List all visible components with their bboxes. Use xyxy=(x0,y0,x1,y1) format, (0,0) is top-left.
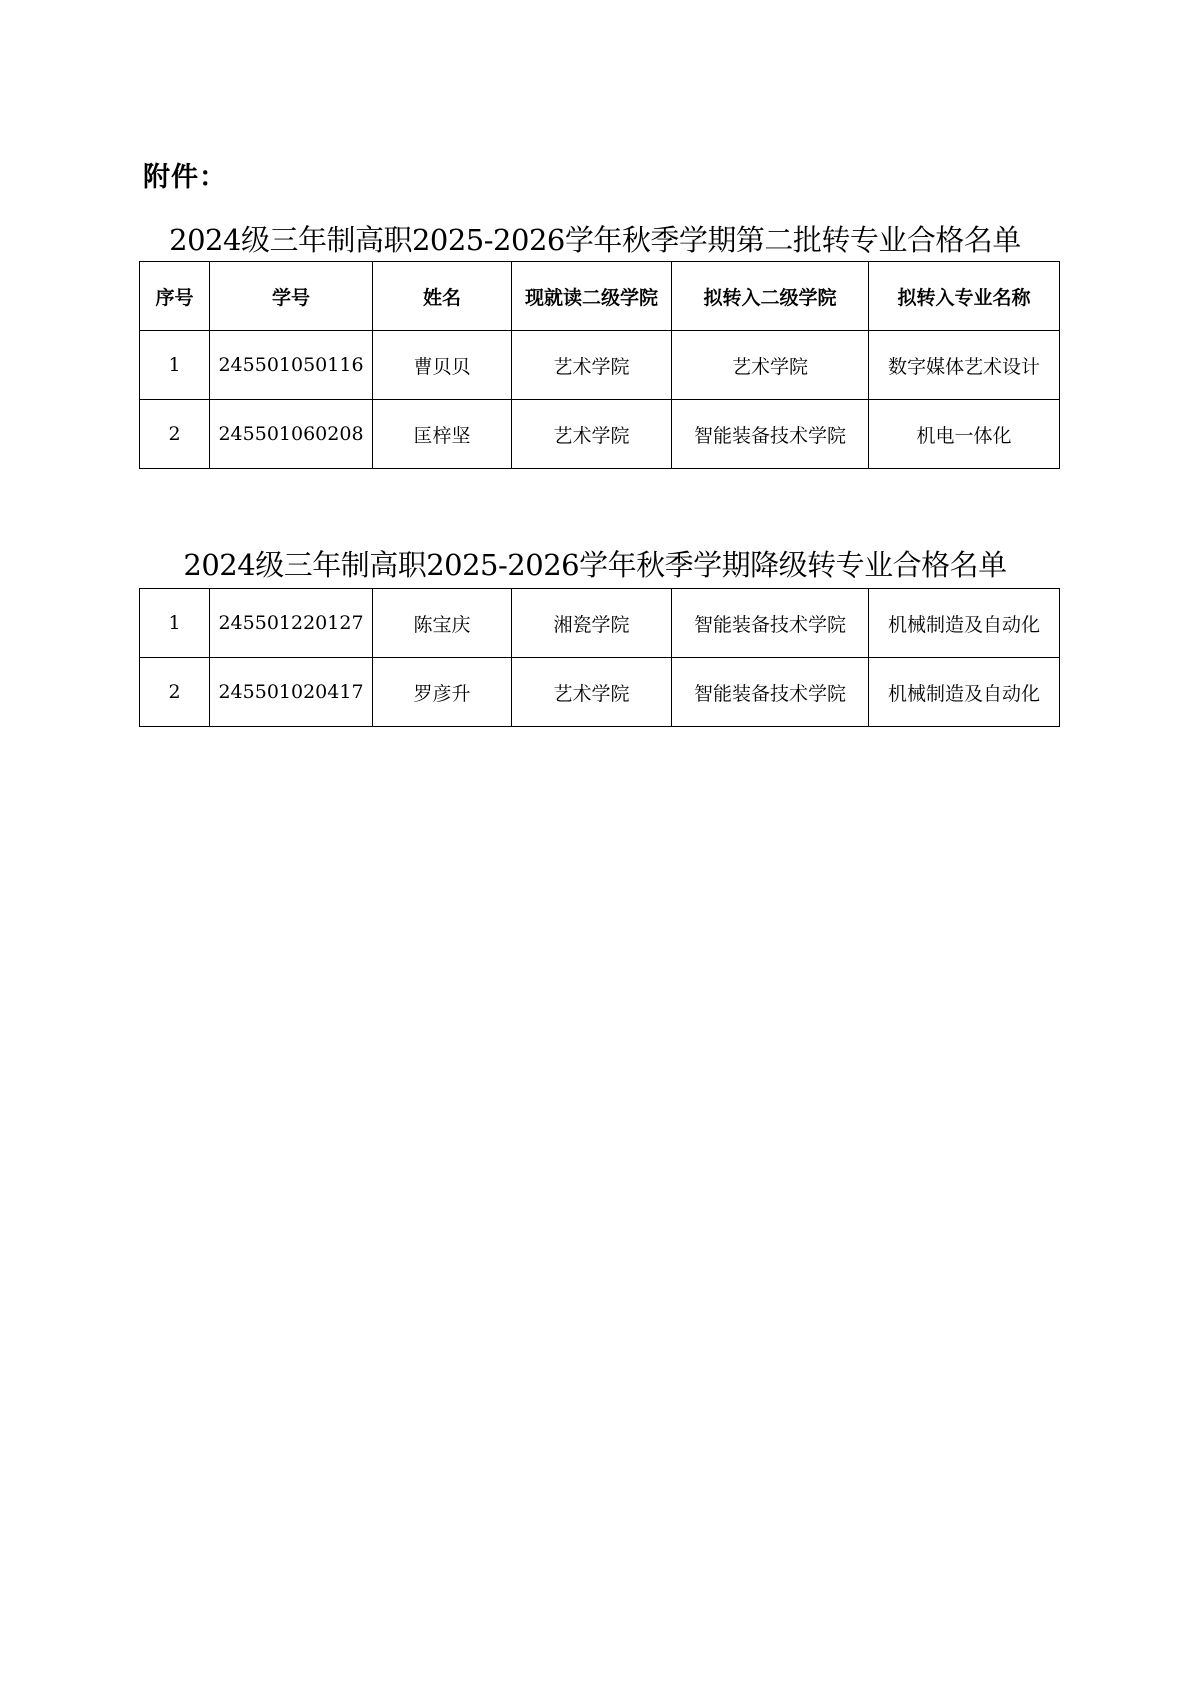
cell-name: 罗彦升 xyxy=(373,658,512,727)
header-target-college: 拟转入二级学院 xyxy=(672,262,869,331)
cell-target-college: 智能装备技术学院 xyxy=(672,400,869,469)
cell-name: 曹贝贝 xyxy=(373,331,512,400)
cell-target-major: 数字媒体艺术设计 xyxy=(869,331,1060,400)
cell-student-id: 245501050116 xyxy=(210,331,373,400)
table-row xyxy=(140,331,1060,400)
table-row xyxy=(140,589,1060,658)
cell-name: 匡梓坚 xyxy=(373,400,512,469)
table-row xyxy=(140,658,1060,727)
table-row xyxy=(140,400,1060,469)
downgrade-transfer-table xyxy=(139,588,1060,727)
attachment-label: 附件： xyxy=(143,162,227,193)
cell-seq: 1 xyxy=(140,589,210,658)
cell-seq: 2 xyxy=(140,400,210,469)
cell-target-college: 艺术学院 xyxy=(672,331,869,400)
cell-name: 陈宝庆 xyxy=(373,589,512,658)
header-current-college: 现就读二级学院 xyxy=(512,262,672,331)
table-title-downgrade: 2024级三年制高职2025-2026学年秋季学期降级转专业合格名单 xyxy=(183,548,1007,582)
cell-seq: 1 xyxy=(140,331,210,400)
header-name: 姓名 xyxy=(373,262,512,331)
second-batch-transfer-table xyxy=(139,261,1060,469)
cell-student-id: 245501220127 xyxy=(210,589,373,658)
table-header-row xyxy=(140,262,1060,331)
header-student-id: 学号 xyxy=(210,262,373,331)
cell-current-college: 艺术学院 xyxy=(512,331,672,400)
header-seq: 序号 xyxy=(140,262,210,331)
cell-current-college: 艺术学院 xyxy=(512,400,672,469)
table-title-second-batch: 2024级三年制高职2025-2026学年秋季学期第二批转专业合格名单 xyxy=(169,223,1021,257)
cell-seq: 2 xyxy=(140,658,210,727)
cell-target-major: 机电一体化 xyxy=(869,400,1060,469)
cell-target-college: 智能装备技术学院 xyxy=(672,658,869,727)
cell-student-id: 245501020417 xyxy=(210,658,373,727)
header-target-major: 拟转入专业名称 xyxy=(869,262,1060,331)
cell-student-id: 245501060208 xyxy=(210,400,373,469)
cell-target-major: 机械制造及自动化 xyxy=(869,658,1060,727)
cell-current-college: 艺术学院 xyxy=(512,658,672,727)
cell-target-college: 智能装备技术学院 xyxy=(672,589,869,658)
cell-target-major: 机械制造及自动化 xyxy=(869,589,1060,658)
cell-current-college: 湘瓷学院 xyxy=(512,589,672,658)
